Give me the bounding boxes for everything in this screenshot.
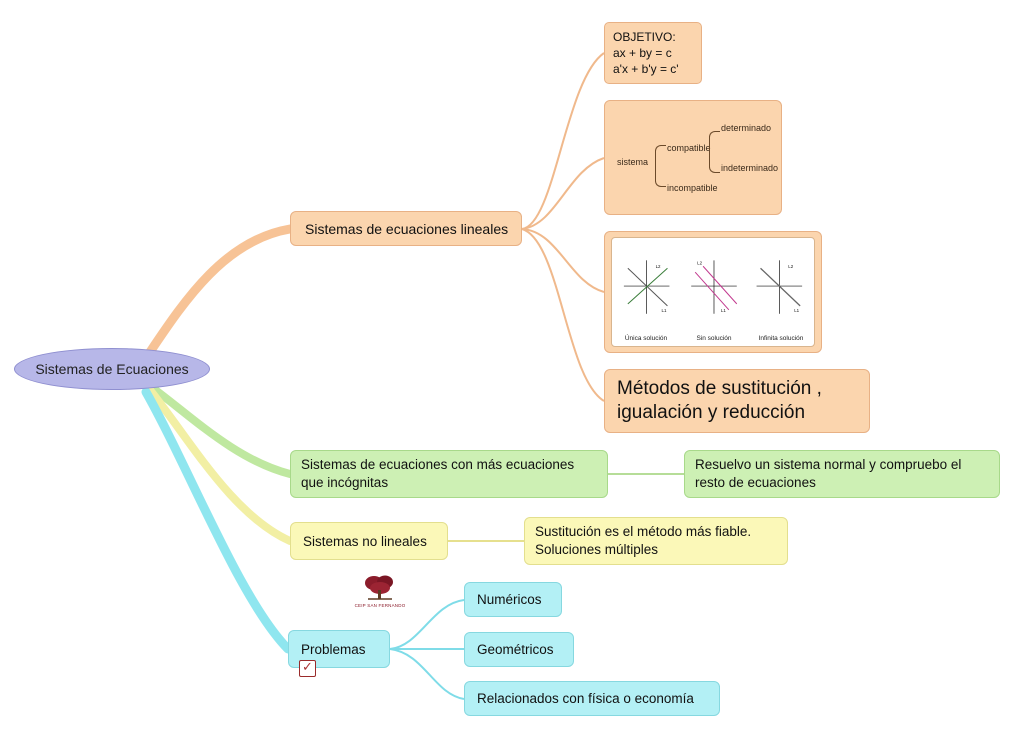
node-graficas-soluciones[interactable]	[604, 231, 822, 353]
clasif-incompatible-label: incompatible	[667, 183, 718, 193]
resuelvo-line2: resto de ecuaciones	[695, 475, 816, 490]
grafica-caption-3: Infinita solución	[758, 335, 804, 342]
clasif-sistema-label: sistema	[617, 157, 649, 167]
sustitucion-line1: Sustitución es el método más fiable.	[535, 524, 752, 540]
node-metodos[interactable]	[604, 369, 870, 433]
grafica-caption-1: Única solución	[624, 335, 668, 342]
objetivo-line2: ax + by = c	[613, 46, 672, 61]
svg-text:L1: L1	[661, 307, 667, 313]
mas-ecuaciones-text	[301, 456, 574, 491]
node-geometricos[interactable]	[464, 632, 574, 667]
node-sistemas-no-lineales[interactable]	[290, 522, 448, 560]
school-logo	[352, 572, 408, 616]
tree-icon	[362, 572, 398, 602]
grafica-caption-2: Sin solución	[696, 335, 732, 342]
objetivo-line3: a'x + b'y = c'	[613, 62, 679, 77]
problemas-checkbox[interactable]	[299, 660, 316, 677]
clasificacion-diagram	[609, 105, 777, 210]
node-label: Sistemas de ecuaciones lineales	[305, 220, 509, 237]
svg-text:L2: L2	[788, 264, 794, 270]
objetivo-text	[613, 29, 679, 78]
node-clasificacion-sistemas[interactable]	[604, 100, 782, 215]
node-label: Problemas	[301, 641, 366, 657]
mas-ecuaciones-line2: que incógnitas	[301, 475, 389, 490]
clasif-indeterminado-label: indeterminado	[721, 163, 779, 173]
root-label: Sistemas de Ecuaciones	[35, 361, 189, 377]
metodos-line2: igualación y reducción	[617, 402, 806, 423]
node-numericos[interactable]	[464, 582, 562, 617]
node-label: Sistemas no lineales	[303, 533, 427, 549]
resuelvo-text	[695, 456, 961, 491]
metodos-line1: Métodos de sustitución ,	[617, 378, 822, 400]
svg-text:L2: L2	[697, 260, 703, 266]
graficas-image	[611, 237, 815, 347]
check-icon: ✓	[302, 659, 313, 674]
node-label: Relacionados con física o economía	[477, 691, 694, 706]
node-objetivo[interactable]	[604, 22, 702, 84]
metodos-text	[617, 377, 822, 425]
svg-text:L2: L2	[655, 264, 661, 270]
clasif-compatible-label: compatible	[667, 143, 711, 153]
mas-ecuaciones-line1: Sistemas de ecuaciones con más ecuaciones	[301, 457, 575, 473]
svg-text:L1: L1	[794, 307, 800, 313]
node-label: Numéricos	[477, 592, 542, 607]
node-sistemas-ecuaciones-lineales[interactable]	[290, 211, 522, 246]
node-mas-ecuaciones-que-incognitas[interactable]	[290, 450, 608, 498]
resuelvo-line1: Resuelvo un sistema normal y compruebo el	[695, 457, 962, 473]
clasif-determinado-label: determinado	[721, 123, 772, 133]
logo-caption: CEIP SAN FERNANDO	[354, 603, 406, 608]
sustitucion-text	[535, 523, 751, 558]
node-relacionados-fisica-economia[interactable]	[464, 681, 720, 716]
sustitucion-line2: Soluciones múltiples	[535, 542, 659, 557]
objetivo-line1: OBJETIVO:	[613, 30, 676, 44]
svg-text:L1: L1	[720, 307, 726, 313]
root-node[interactable]	[14, 348, 210, 390]
node-sustitucion-metodo-fiable[interactable]	[524, 517, 788, 565]
node-label: Geométricos	[477, 642, 554, 657]
node-resuelvo-sistema-normal[interactable]	[684, 450, 1000, 498]
